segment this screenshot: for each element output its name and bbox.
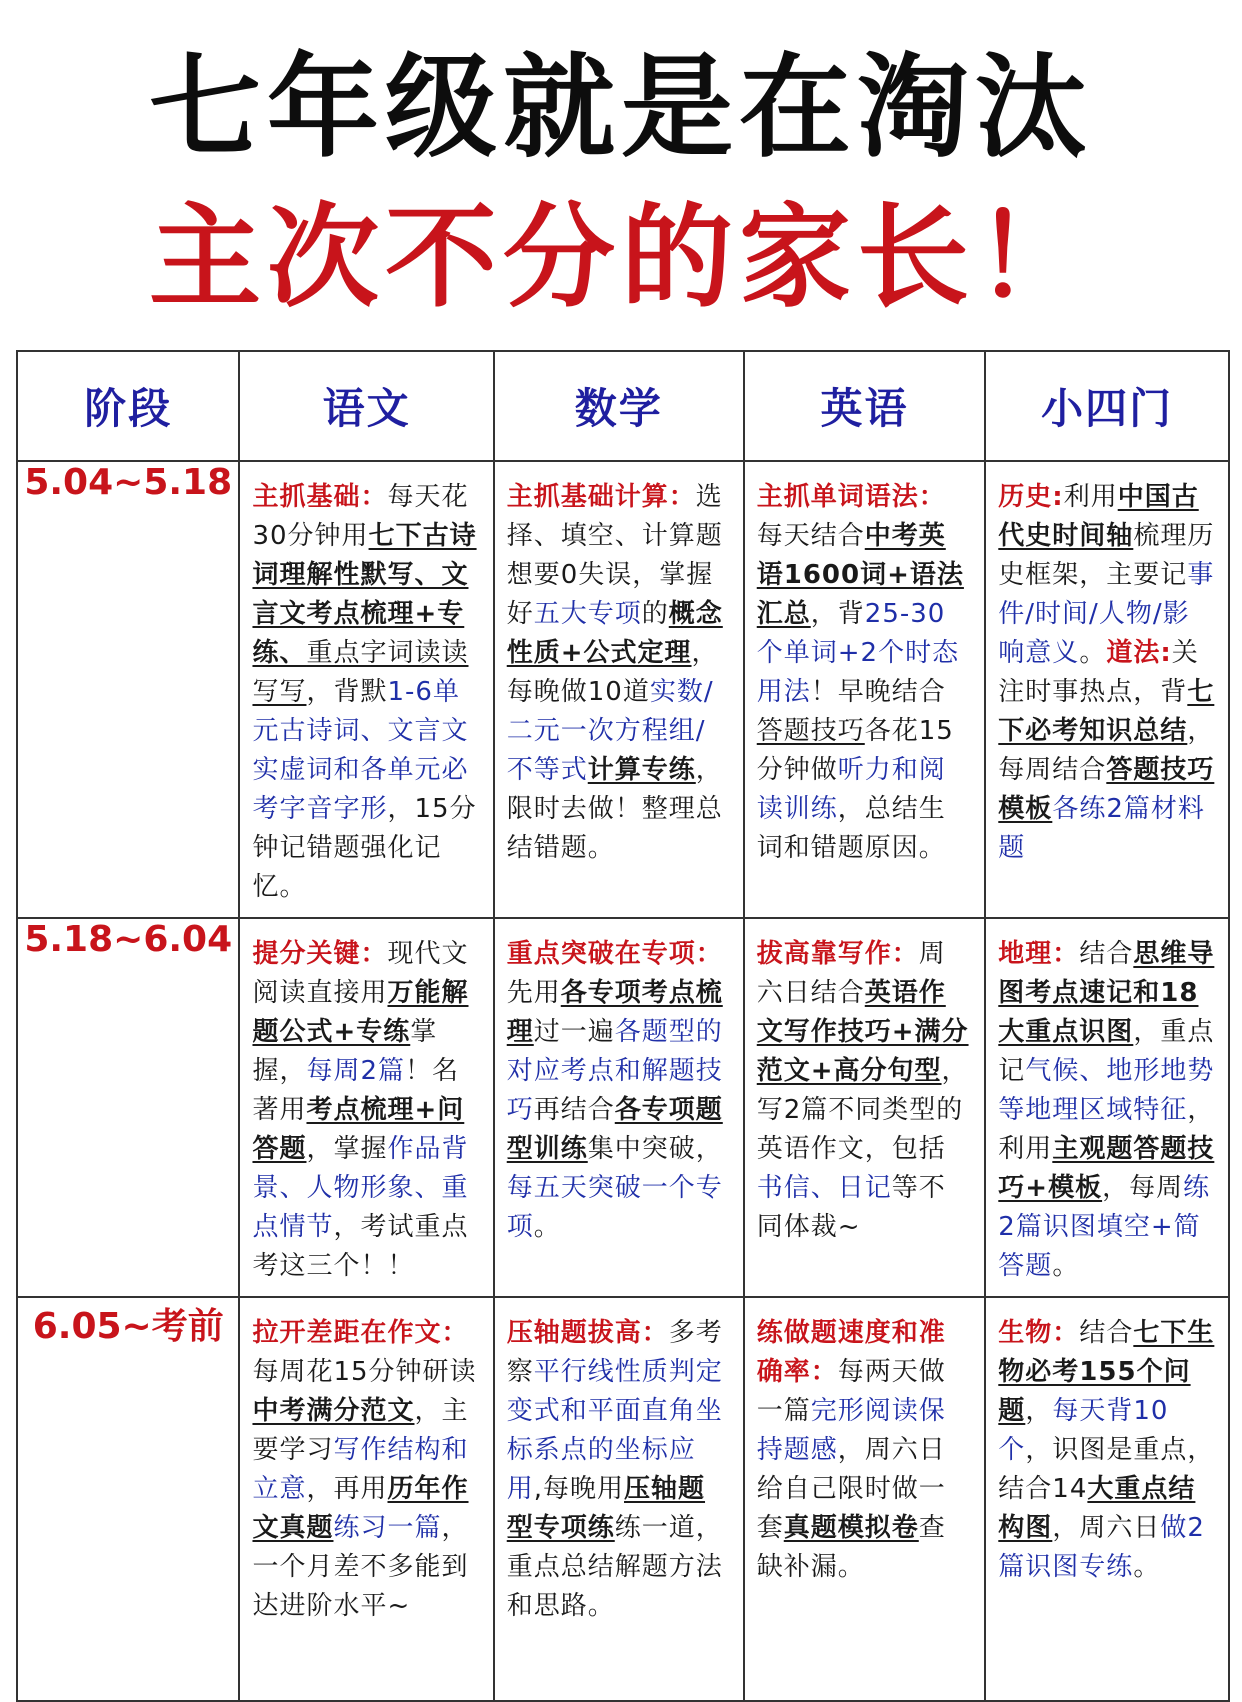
plain-text: 关注时事热点，背 <box>998 638 1199 707</box>
plain-text: 周六日结合 <box>756 939 946 1008</box>
plain-text: ，每周 <box>1102 1173 1184 1203</box>
highlight-text: 各练2篇材料题 <box>998 794 1205 863</box>
lead-text: 拔高靠写作： <box>756 939 919 969</box>
plan-cell-chinese <box>239 918 493 1297</box>
highlight-text: 平行线性质判定变式和平面直角坐标系点的坐标应用 <box>506 1357 723 1504</box>
plan-cell-english <box>744 1297 986 1701</box>
header-stage: 阶段 <box>17 351 239 461</box>
key-phrase: 各专项题型训练 <box>506 1095 723 1164</box>
page-subtitle: 主次不分的家长！ <box>149 193 1093 323</box>
plan-cell-minor <box>985 461 1229 918</box>
lead-text: 压轴题拔高： <box>506 1318 669 1348</box>
plain-text: 结合 <box>1079 939 1134 969</box>
highlight-text: 听力和阅读训练 <box>756 755 946 824</box>
plain-text: 。 <box>1133 1552 1161 1582</box>
header-math: 数学 <box>494 351 744 461</box>
lead-text: 历史: <box>998 482 1064 512</box>
plain-text: ，利用 <box>998 1095 1215 1164</box>
plan-cell-chinese <box>239 1297 493 1701</box>
plain-text: ，识图是重点，结合14 <box>998 1435 1215 1504</box>
lead-text: 生物： <box>998 1318 1080 1348</box>
key-phrase: 真题模拟卷 <box>783 1513 919 1543</box>
cell-text <box>745 462 985 878</box>
key-phrase: 考点梳理+问答题 <box>252 1095 465 1164</box>
table-header-row <box>17 351 1229 461</box>
highlight-text: 作品背景、人物形象、重点情节 <box>252 1134 469 1242</box>
cell-text <box>240 1298 492 1636</box>
plain-text: 现代文阅读直接用 <box>252 939 469 1008</box>
highlight-text: 写作结构和立意 <box>252 1435 469 1504</box>
plain-text: 先用 <box>506 978 561 1008</box>
plain-text: ，背默 <box>306 677 388 707</box>
key-phrase: 中考满分范文 <box>252 1396 415 1426</box>
header-chinese: 语文 <box>239 351 493 461</box>
cell-text <box>745 919 985 1257</box>
plain-text: 等不同体裁~ <box>756 1173 946 1242</box>
plain-text: ， <box>1025 1396 1053 1426</box>
highlight-text: 练2篇识图填空+简答题 <box>998 1173 1211 1281</box>
plain-text: ，15分钟记错题强化记忆。 <box>252 794 477 902</box>
highlight-text: 每五天突破一个专项 <box>506 1173 723 1242</box>
plain-text: 。 <box>533 1212 561 1242</box>
plain-text: ！名著用 <box>252 1056 460 1125</box>
plain-text: ，主要学习 <box>252 1396 469 1465</box>
plain-text: 每天结合 <box>756 521 865 551</box>
key-phrase: 压轴题型专项练 <box>506 1474 706 1543</box>
key-phrase: 各专项考点梳理 <box>506 978 723 1047</box>
cell-text <box>986 462 1228 878</box>
key-phrase: 中国古代史时间轴 <box>998 482 1199 551</box>
stage-label: 6.05~考前 <box>17 1297 239 1701</box>
key-phrase: 七下必考知识总结 <box>998 677 1215 746</box>
highlight-text: 书信、日记 <box>756 1173 892 1203</box>
cell-text <box>495 919 743 1257</box>
cell-text <box>495 462 743 878</box>
plan-cell-math <box>494 461 744 918</box>
plain-text: ，每周结合 <box>998 716 1215 785</box>
key-phrase: 主观题答题技巧+模板 <box>998 1134 1215 1203</box>
highlight-text: 完形阅读保持题感 <box>756 1396 946 1465</box>
lead-text: 拉开差距在作文： <box>252 1318 469 1348</box>
key-phrase: 英语作文写作技巧+满分范文+高分句型 <box>756 978 969 1086</box>
highlight-text: 气候、地形地势等地理区域特征 <box>998 1056 1215 1125</box>
highlight-text: 做2篇识图专练 <box>998 1513 1205 1582</box>
lead-text: 重点突破在专项： <box>506 939 723 969</box>
key-phrase: 大重点结构图 <box>998 1474 1196 1543</box>
highlight-text: 事件/时间/人物/影响意义 <box>998 560 1215 668</box>
plain-text: ，每晚做10道 <box>506 638 719 707</box>
lead-text: 地理： <box>998 939 1080 969</box>
plain-text: 掌握， <box>252 1017 438 1086</box>
study-plan-table <box>16 350 1230 1702</box>
plain-text: ，重点记 <box>998 1017 1215 1086</box>
lead-text: 主抓单词语法： <box>756 482 946 512</box>
key-phrase: 答题技巧模板 <box>998 755 1215 824</box>
key-phrase: 中考英语1600词+语法汇总 <box>756 521 964 629</box>
stage-label: 5.04~5.18 <box>17 461 239 918</box>
key-phrase: 计算专练 <box>587 755 696 785</box>
cell-text <box>495 1298 743 1636</box>
underlined-text: 答题技巧 <box>756 716 865 746</box>
underlined-text: 重点字词读读写写 <box>252 638 469 707</box>
plan-cell-math <box>494 918 744 1297</box>
key-phrase: 思维导图考点速记和18大重点识图 <box>998 939 1215 1047</box>
plan-cell-minor <box>985 918 1229 1297</box>
highlight-text: 五大专项 <box>533 599 642 629</box>
table-row <box>17 918 1229 1297</box>
highlight-text: 25-30个单词+2个时态用法 <box>756 599 960 707</box>
plain-text: 的 <box>641 599 669 629</box>
cell-text <box>986 1298 1228 1597</box>
plain-text: 选择、填空、计算题想要0失误，掌握好 <box>506 482 723 629</box>
plain-text: 练一道，重点总结解题方法和思路。 <box>506 1513 723 1621</box>
lead-text: 练做题速度和准确率： <box>756 1318 946 1387</box>
plain-text: ，考试重点考这三个！！ <box>252 1212 469 1281</box>
highlight-text: 每天背10个 <box>998 1396 1169 1465</box>
plain-text: 各花15分钟做 <box>756 716 954 785</box>
table-row <box>17 461 1229 918</box>
plain-text: 梳理历史框架，主要记 <box>998 521 1215 590</box>
lead-text: 主抓基础： <box>252 482 388 512</box>
cell-text <box>240 462 492 917</box>
highlight-text: 1-6单元古诗词、文言文实虚词和各单元必考字音字形 <box>252 677 469 824</box>
plan-cell-english <box>744 918 986 1297</box>
plain-text: ，周六日 <box>1052 1513 1161 1543</box>
table-row <box>17 1297 1229 1701</box>
key-phrase: 万能解题公式+专练 <box>252 978 469 1047</box>
plain-text: ，掌握 <box>306 1134 388 1164</box>
plain-text: 利用 <box>1063 482 1118 512</box>
cell-text <box>745 1298 985 1597</box>
highlight-text: 练习一篇 <box>333 1513 442 1543</box>
plain-text: ，总结生词和错题原因。 <box>756 794 946 863</box>
plain-text: 再结合 <box>533 1095 615 1125</box>
plain-text: 集中突破， <box>587 1134 723 1164</box>
plan-cell-math <box>494 1297 744 1701</box>
plain-text: 每天花30分钟用 <box>252 482 469 551</box>
plain-text: ，周六日给自己限时做一套 <box>756 1435 946 1543</box>
plan-cell-chinese <box>239 461 493 918</box>
highlight-text: 每周2篇 <box>306 1056 406 1086</box>
page-title: 七年级就是在淘汰 <box>149 43 1093 173</box>
plain-text: 。 <box>1052 1251 1080 1281</box>
header-minor-subjects: 小四门 <box>985 351 1229 461</box>
highlight-text: 各题型的对应考点和解题技巧 <box>506 1017 723 1125</box>
stage-label: 5.18~6.04 <box>17 918 239 1297</box>
plain-text: 多考察 <box>506 1318 723 1387</box>
key-phrase: 七下古诗词理解性默写、文言文考点梳理+专练、 <box>252 521 477 668</box>
plain-text: 。 <box>1079 638 1107 668</box>
key-phrase: 历年作文真题 <box>252 1474 469 1543</box>
cell-text <box>240 919 492 1296</box>
highlight-text: 实数/二元一次方程组/不等式 <box>506 677 714 785</box>
plain-text: 每两天做一篇 <box>756 1357 946 1426</box>
lead-text: 主抓基础计算： <box>506 482 696 512</box>
plain-text: 结合 <box>1079 1318 1134 1348</box>
plan-cell-minor <box>985 1297 1229 1701</box>
lead-text: 道法: <box>1106 638 1172 668</box>
plain-text: ，写2篇不同类型的英语作文，包括 <box>756 1056 969 1164</box>
header-english: 英语 <box>744 351 986 461</box>
plain-text: 每周花15分钟研读 <box>252 1357 477 1387</box>
plain-text: 查缺补漏。 <box>756 1513 946 1582</box>
plain-text: ！早晚结合 <box>810 677 946 707</box>
plain-text: ，限时去做！整理总结错题。 <box>506 755 723 863</box>
plain-text: ，再用 <box>306 1474 388 1504</box>
key-phrase: 七下生物必考155个问题 <box>998 1318 1215 1426</box>
cell-text <box>986 919 1228 1296</box>
plan-cell-english <box>744 461 986 918</box>
plain-text: ，背 <box>810 599 865 629</box>
plain-text: ,每晚用 <box>533 1474 625 1504</box>
lead-text: 提分关键： <box>252 939 388 969</box>
plain-text: 过一遍 <box>533 1017 615 1047</box>
key-phrase: 概念性质+公式定理 <box>506 599 723 668</box>
plain-text: ，一个月差不多能到达进阶水平~ <box>252 1513 469 1621</box>
